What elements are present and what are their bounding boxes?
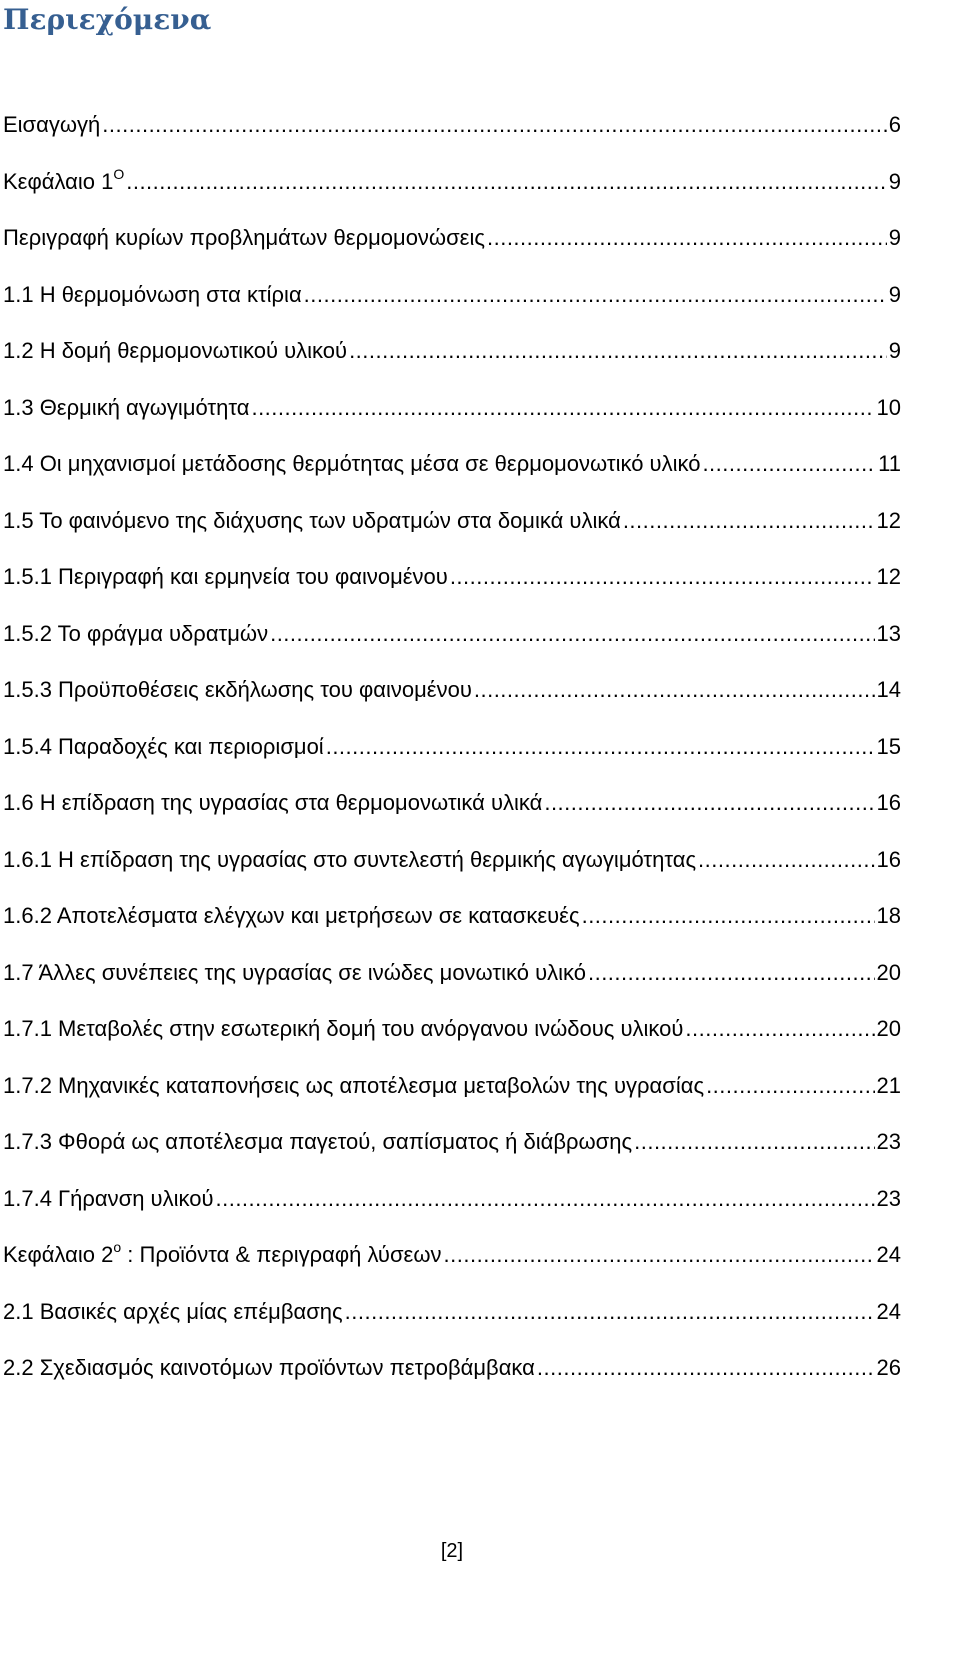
toc-entry-text: 1.5.1 Περιγραφή και ερμηνεία του φαινομένου [3,564,448,589]
dot-leader [582,899,875,933]
toc-entry-label [3,1125,632,1159]
toc-entry-label [3,899,580,933]
dot-leader [623,504,875,538]
toc-entry-label [3,1295,343,1329]
dot-leader [588,956,875,990]
toc-entry[interactable] [3,786,901,843]
toc-entry-page: 26 [876,1355,901,1380]
dot-leader [706,1069,874,1103]
toc-entry-text: 1.1 Η θερμομόνωση στα κτίρια [3,281,302,307]
toc-entry-label [3,165,124,199]
toc-entry-label [3,617,268,651]
toc-entry-label [3,843,696,877]
toc-entry-page: 12 [876,564,901,589]
toc-entry[interactable] [3,447,901,504]
toc-entry[interactable] [3,899,901,956]
toc-entry-label [3,447,700,481]
toc-entry-text: 1.6 Η επίδραση της υγρασίας στα θερμομονωτικά υλικά [3,790,543,815]
toc-entry-text: 1.7 Άλλες συνέπειες της υγρασίας σε ινώδες μονωτικό υλικό [3,959,586,985]
toc-entry-page: 9 [888,168,901,194]
dot-leader [685,1012,874,1046]
toc-entry[interactable] [3,278,901,335]
toc-entry-text: Περιγραφή κυρίων προβλημάτων θερμομονώσεις [3,225,485,250]
toc-entry[interactable] [3,730,901,787]
toc-entry-text: 2.2 Σχεδιασμός καινοτόμων προϊόντων πετροβάμβακα [3,1355,535,1380]
toc-entry-text: 1.2 Η δομή θερμομονωτικού υλικού [3,338,348,363]
toc-entry-text: 1.7.4 Γήρανση υλικού [3,1185,214,1211]
toc-entry-label [3,1012,683,1046]
dot-leader [326,730,875,764]
toc-entry-label [3,956,586,990]
toc-entry[interactable] [3,1295,901,1352]
toc-entry-page: 24 [876,1242,901,1267]
toc-entry-text: 1.3 Θερμική αγωγιμότητα [3,394,250,420]
toc-entry[interactable] [3,165,901,222]
toc-entry-label [3,108,100,142]
dot-leader [698,843,874,877]
dot-leader [304,278,887,312]
toc-entry-text: 1.5.2 Το φράγμα υδρατμών [3,620,269,646]
dot-leader [544,786,874,820]
toc-entry-text: 1.4 Οι μηχανισμοί μετάδοσης θερμότητας μέσα σε θερμομονωτικό υλικό [3,451,701,476]
toc-entry-label [3,221,485,255]
toc-entry-text: Κεφάλαιο 1 [3,168,114,194]
dot-leader [634,1125,874,1159]
dot-leader [270,617,874,651]
toc-entry-page: 9 [888,225,901,250]
dot-leader [487,221,887,255]
toc-entry-label [3,1351,535,1385]
toc-entry-page: 15 [876,733,901,759]
toc-entry-page: 9 [888,281,901,307]
toc-entry-page: 20 [876,959,901,985]
toc-entry-text: 1.5 Το φαινόμενο της διάχυσης των υδρατμών στα δομικά υλικά [3,507,621,533]
dot-leader [102,108,886,142]
toc-entry[interactable] [3,1069,901,1126]
toc-entry-text: 1.5.4 Παραδοχές και περιορισμοί [3,733,324,759]
toc-entry-label [3,1238,442,1272]
toc-entry-text: 1.6.2 Αποτελέσματα ελέγχων και μετρήσεων σε κατασκευές [3,903,580,928]
toc-entry[interactable] [3,108,901,165]
toc-entry-page: 24 [876,1298,901,1324]
toc-entry[interactable] [3,391,901,448]
toc-entry-label [3,673,472,707]
toc-entry-page: 10 [876,394,901,420]
toc-entry-page: 14 [876,677,901,702]
toc-entry-label [3,391,249,425]
toc-entry-label [3,560,448,594]
dot-leader [444,1238,875,1272]
dot-leader [126,165,887,199]
toc-entry-text: 1.5.3 Προϋποθέσεις εκδήλωσης του φαινομένου [3,677,472,702]
ordinal-superscript: Ο [113,165,125,182]
dot-leader [537,1351,875,1385]
toc-entry-label [3,504,621,538]
dot-leader [345,1295,875,1329]
toc-entry[interactable] [3,1012,901,1069]
toc-entry-text: 2.1 Βασικές αρχές μίας επέμβασης [3,1298,343,1324]
toc-entry[interactable] [3,617,901,674]
toc-entry-text: Κεφάλαιο 2 [3,1242,114,1267]
dot-leader [702,447,876,481]
toc-entry[interactable] [3,1182,901,1239]
toc-entry-label [3,1069,704,1103]
toc-entry-page: 21 [876,1072,901,1098]
ordinal-superscript: ο [113,1239,122,1255]
dot-leader [215,1182,874,1216]
toc-entry-page: 6 [888,112,901,137]
toc-entry-label [3,1182,213,1216]
toc-entry-page: 23 [876,1129,901,1154]
toc-entry[interactable] [3,560,901,617]
toc-entry-label [3,334,347,368]
toc-entry-label [3,786,542,820]
toc-entry-page: 13 [876,620,901,646]
toc-entry[interactable] [3,956,901,1013]
toc-entry[interactable] [3,1351,901,1408]
toc-entry-page: 9 [888,338,901,363]
toc-entry-text: 1.7.2 Μηχανικές καταπονήσεις ως αποτέλεσμα μεταβολών της υγρασίας [3,1072,705,1098]
toc-entry-page: 23 [876,1185,901,1211]
toc-entry[interactable] [3,221,901,278]
dot-leader [474,673,875,707]
toc-entry-page: 18 [876,903,901,928]
dot-leader [251,391,874,425]
toc-entry[interactable] [3,334,901,391]
toc-entry-text-rest: : Προϊόντα & περιγραφή λύσεων [121,1242,442,1267]
toc-entry-label [3,730,324,764]
toc-entry-page: 12 [876,507,901,533]
toc-entry[interactable] [3,1125,901,1182]
toc-entry[interactable] [3,504,901,561]
toc-entry[interactable] [3,843,901,900]
toc-entry-label [3,278,302,312]
toc-entry-text: Εισαγωγή [3,112,101,137]
table-of-contents [3,108,901,1408]
dot-leader [450,560,875,594]
toc-entry[interactable] [3,673,901,730]
toc-entry-text: 1.7.3 Φθορά ως αποτέλεσμα παγετού, σαπίσματος ή διάβρωσης [3,1129,633,1154]
toc-entry-page: 16 [876,790,901,815]
page-number-footer: [2] [440,1540,464,1562]
toc-entry-page: 11 [878,451,901,476]
dot-leader [349,334,887,368]
toc-entry-page: 20 [876,1016,901,1041]
toc-entry-text: 1.6.1 Η επίδραση της υγρασίας στο συντελεστή θερμικής αγωγιμότητας [3,846,697,872]
toc-entry[interactable] [3,1238,901,1295]
toc-entry-page: 16 [876,846,901,872]
toc-entry-text: 1.7.1 Μεταβολές στην εσωτερική δομή του ανόργανου ινώδους υλικού [3,1016,684,1041]
toc-title: Περιεχόμενα [3,3,212,36]
